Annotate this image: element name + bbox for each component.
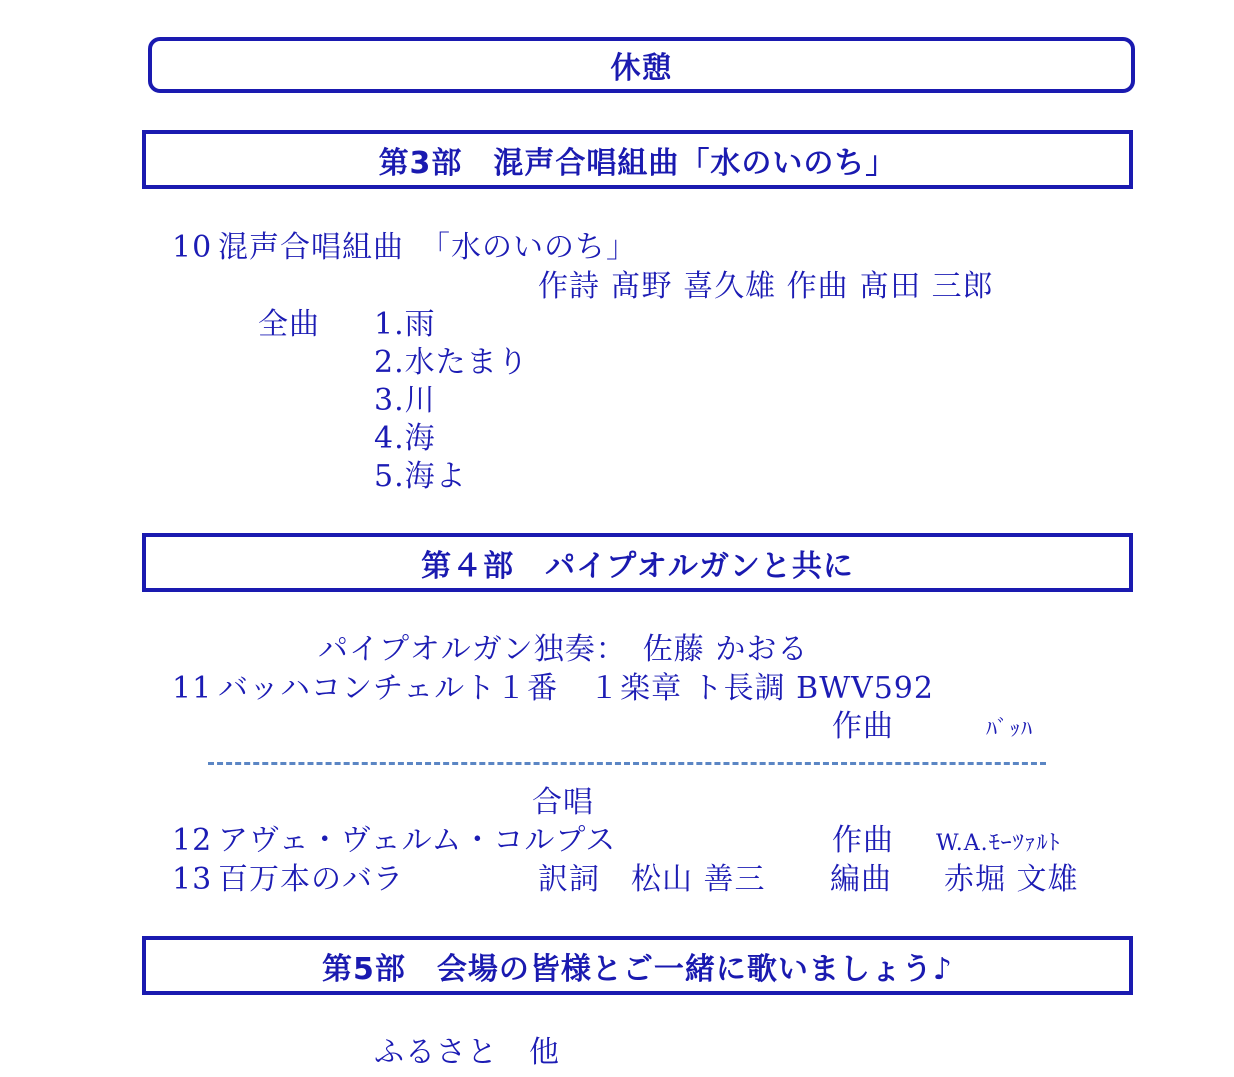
chorus-label: 合唱 [532,785,594,820]
organ-solo-credit: パイプオルガン独奏： 佐藤 かおる [318,632,809,667]
item13-translator: 訳詞 松山 善三 [538,862,766,897]
item11-number: 11 [172,671,213,706]
part5-songs: ふるさと 他 [374,1035,560,1070]
item12-composer: W.A.ﾓｰﾂｧﾙﾄ [936,831,1061,856]
movement-1: 1.雨 [374,307,436,342]
part5-heading-box [142,936,1133,995]
part5-heading: 第5部 会場の皆様とご一緒に歌いましょう♪ [321,951,954,987]
item12-title: アヴェ・ヴェルム・コルプス [218,823,617,858]
item13-number: 13 [172,862,213,897]
item10-title: 混声合唱組曲 「水のいのち」 [218,230,637,265]
all-songs-label: 全曲 [258,307,320,342]
part3-heading: 第3部 混声合唱組曲「水のいのち」 [378,145,897,181]
item13-arranger-label: 編曲 [830,862,892,897]
item11-composer: ﾊﾞｯﾊ [986,717,1034,742]
item13-title: 百万本のバラ [218,862,404,897]
intermission-banner [148,37,1135,93]
item13-arranger: 赤堀 文雄 [944,862,1079,897]
movement-3: 3.川 [374,383,436,418]
part4-heading-box [142,533,1133,592]
item12-number: 12 [172,823,213,858]
movement-4: 4.海 [374,421,436,456]
part4-heading: 第４部 パイプオルガンと共に [421,548,854,584]
item11-title: バッハコンチェルト１番 １楽章 ト長調 BWV592 [218,671,934,706]
intermission-label: 休憩 [610,51,673,86]
section-divider [208,762,1046,765]
movement-2: 2.水たまり [374,345,529,380]
item12-composer-label: 作曲 [832,823,894,858]
movement-5: 5.海よ [374,459,467,494]
item10-number: 10 [172,230,213,265]
part3-heading-box [142,130,1133,189]
item10-credits: 作詩 髙野 喜久雄 作曲 髙田 三郎 [538,269,994,304]
item11-composer-label: 作曲 [832,709,894,744]
